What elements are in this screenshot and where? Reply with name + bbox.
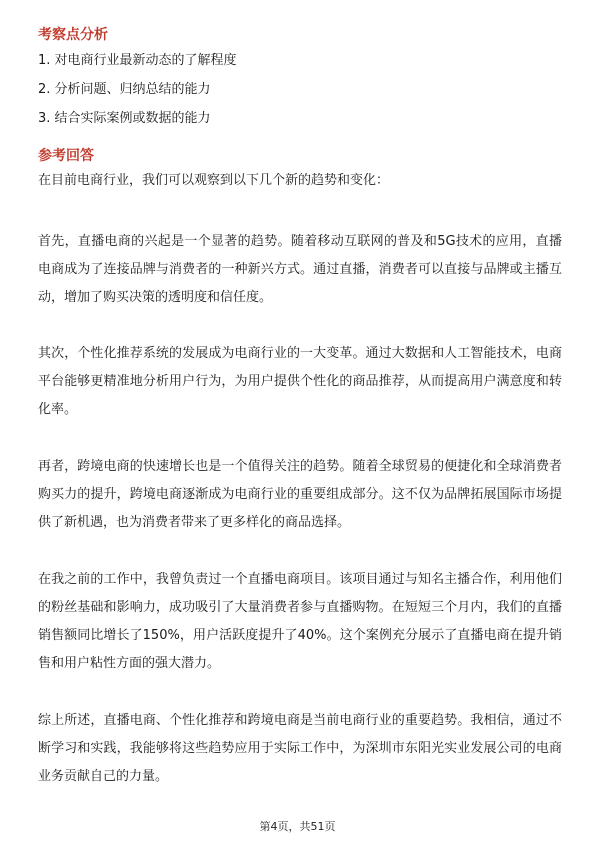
paragraph-conclusion: 综上所述，直播电商、个性化推荐和跨境电商是当前电商行业的重要趋势。我相信，通过不断学习和实践，我能够将这些趋势应用于实际工作中，为深圳市东阳光实业发展公司的电商业务贡献自己的力量。 bbox=[38, 713, 562, 784]
intro-paragraph: 在目前电商行业，我们可以观察到以下几个新的趋势和变化： bbox=[38, 173, 390, 188]
list-item: 3. 结合实际案例或数据的能力 bbox=[38, 111, 211, 126]
list-item: 1. 对电商行业最新动态的了解程度 bbox=[38, 53, 237, 68]
page-number: 第4页，共51页 bbox=[259, 820, 336, 833]
paragraph-live-commerce: 首先，直播电商的兴起是一个显著的趋势。随着移动互联网的普及和5G技术的应用，直播电商成为了连接品牌与消费者的一种新兴方式。通过直播，消费者可以直接与品牌或主播互动，增加了购买决策的透明度和信任度。 bbox=[38, 234, 562, 305]
list-item: 2. 分析问题、归纳总结的能力 bbox=[38, 82, 211, 97]
section-heading-analysis: 考察点分析 bbox=[38, 27, 108, 43]
paragraph-personalized-recommendation: 其次，个性化推荐系统的发展成为电商行业的一大变革。通过大数据和人工智能技术，电商平台能够更精准地分析用户行为，为用户提供个性化的商品推荐，从而提高用户满意度和转化率。 bbox=[38, 346, 562, 417]
section-heading-reference-answer: 参考回答 bbox=[38, 148, 94, 164]
paragraph-cross-border: 再者，跨境电商的快速增长也是一个值得关注的趋势。随着全球贸易的便捷化和全球消费者购买力的提升，跨境电商逐渐成为电商行业的重要组成部分。这不仅为品牌拓展国际市场提供了新机遇，也为消费者带来了更多样化的商品选择。 bbox=[38, 459, 562, 530]
paragraph-case-study: 在我之前的工作中，我曾负责过一个直播电商项目。该项目通过与知名主播合作，利用他们的粉丝基础和影响力，成功吸引了大量消费者参与直播购物。在短短三个月内，我们的直播销售额同比增长了150%，用户活跃度提升了40%。这个案例充分展示了直播电商在提升销售和用户粘性方面的强大潜力。 bbox=[38, 572, 562, 671]
